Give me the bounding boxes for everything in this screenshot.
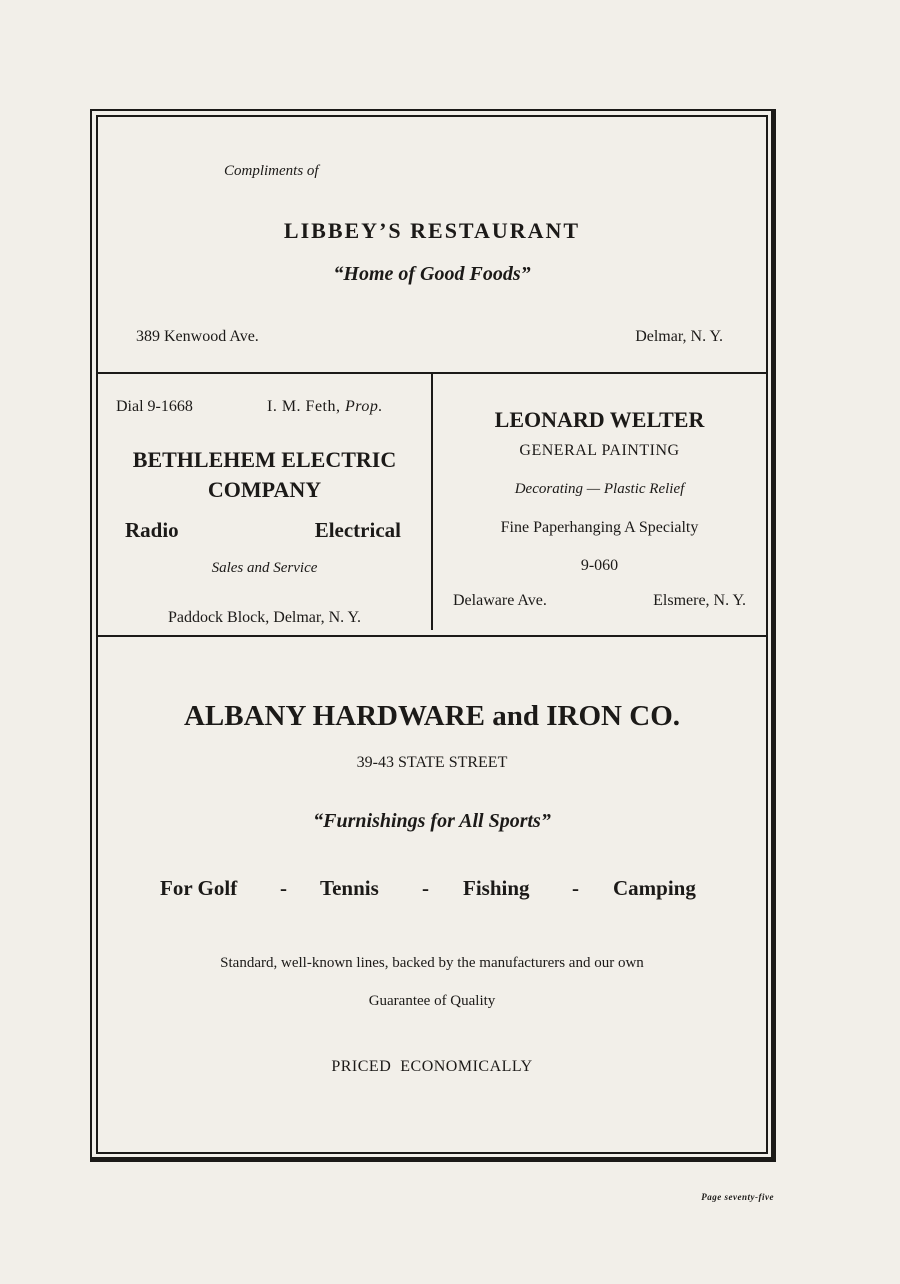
page-number: Page seventy-five — [701, 1192, 774, 1202]
sport-separator: - — [422, 876, 429, 900]
albany-guarantee: Guarantee of Quality — [368, 993, 496, 1009]
sport-item: Fishing — [463, 876, 530, 900]
welter-phone: 9-060 — [580, 557, 619, 574]
bethlehem-sales-service: Sales and Service — [211, 560, 318, 576]
sport-item: Camping — [613, 876, 696, 900]
sport-item: For Golf — [160, 876, 238, 900]
sport-item: Tennis — [320, 876, 379, 900]
welter-specialty: Fine Paperhanging A Specialty — [500, 519, 699, 536]
bethlehem-proprietor — [267, 398, 383, 416]
sport-separator: - — [280, 876, 287, 900]
libbey-city: Delmar, N. Y. — [635, 328, 723, 345]
proprietor-name: I. M. Feth, — [267, 398, 341, 415]
bethlehem-address: Paddock Block, Delmar, N. Y. — [167, 609, 362, 626]
libbey-restaurant-name: LIBBEY’S RESTAURANT — [283, 218, 581, 243]
albany-standard-lines: Standard, well-known lines, backed by the manufacturers and our own — [220, 955, 644, 971]
prop-label: Prop. — [345, 398, 383, 415]
bethlehem-name-line2: COMPANY — [207, 477, 322, 502]
bethlehem-dial: Dial 9-1668 — [116, 398, 193, 415]
libbey-address: 389 Kenwood Ave. — [136, 328, 259, 345]
welter-name: LEONARD WELTER — [494, 407, 705, 432]
albany-priced: PRICED ECONOMICALLY — [331, 1058, 533, 1075]
albany-address: 39-43 STATE STREET — [356, 754, 508, 771]
welter-city: Elsmere, N. Y. — [653, 592, 746, 609]
divider-middle — [98, 635, 766, 637]
welter-street: Delaware Ave. — [453, 592, 547, 609]
welter-trade: GENERAL PAINTING — [519, 442, 680, 459]
bethlehem-name-line1: BETHLEHEM ELECTRIC — [132, 447, 397, 472]
libbey-slogan: “Home of Good Foods” — [333, 263, 531, 285]
sport-separator: - — [572, 876, 579, 900]
albany-slogan: “Furnishings for All Sports” — [313, 810, 551, 832]
welter-decorating: Decorating — Plastic Relief — [514, 481, 685, 497]
compliments-text: Compliments of — [224, 163, 319, 179]
bethlehem-electrical: Electrical — [314, 518, 401, 542]
bethlehem-radio: Radio — [125, 518, 179, 542]
albany-name: ALBANY HARDWARE and IRON CO. — [183, 700, 681, 732]
